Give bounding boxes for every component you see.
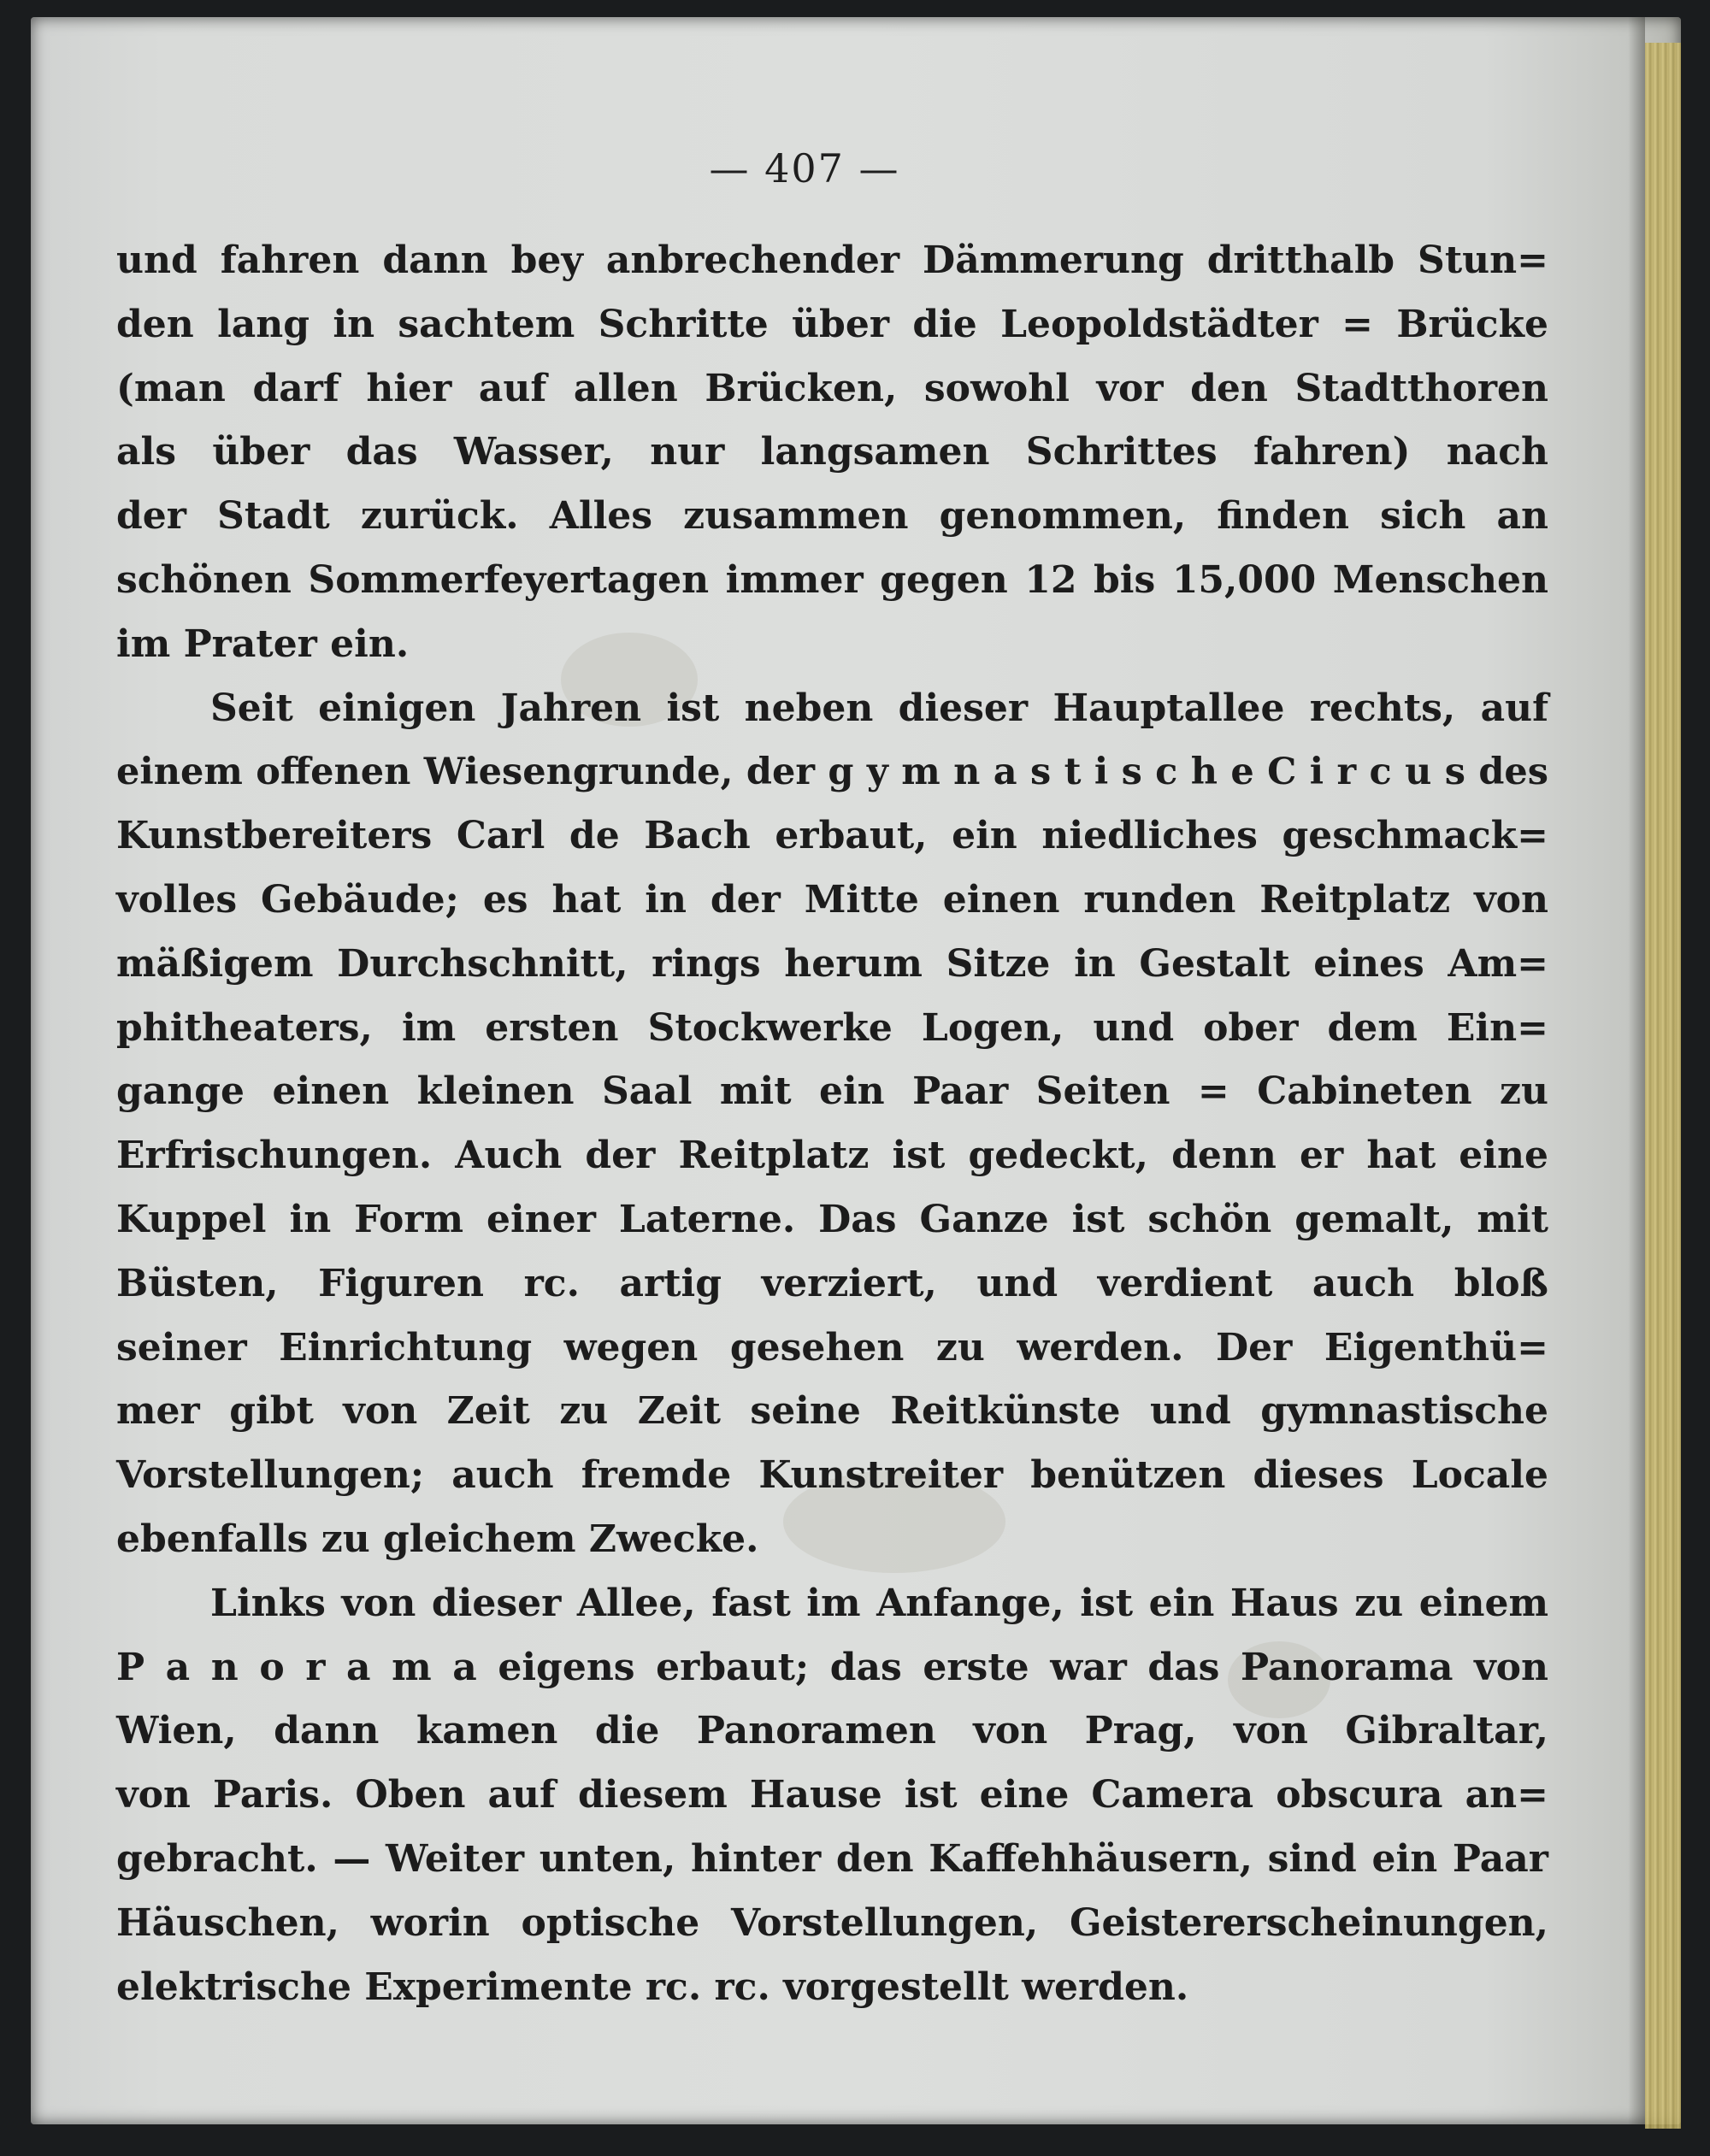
text-line: einem offenen Wiesengrunde, der g y m n a s t i s c h e C i r c u s des [116,751,1548,794]
text-line: und fahren dann bey anbrechender Dämmerung dritthalb Stun= [116,239,1548,282]
text-line: Vorstellungen; auch fremde Kunstreiter benützen dieses Locale [116,1453,1548,1498]
text-line: mäßigem Durchschnitt, rings herum Sitze in Gestalt eines Am= [116,941,1548,986]
text-line: der Stadt zurück. Alles zusammen genommen, finden sich an [116,494,1548,539]
text-line: volles Gebäude; es hat in der Mitte einen runden Reitplatz von [116,877,1548,922]
text-line: Wien, dann kamen die Panoramen von Prag, von Gibraltar, [116,1709,1548,1753]
text-line: seiner Einrichtung wegen gesehen zu werden. Der Eigenthü= [116,1325,1548,1370]
body-text [116,229,1548,2019]
text-line: phitheaters, im ersten Stockwerke Logen, und ober dem Ein= [116,1005,1548,1050]
page-sheet [31,17,1681,2124]
text-line: Links von dieser Allee, fast im Anfange, ist ein Haus zu einem [210,1581,1548,1625]
text-line: ebenfalls zu gleichem Zwecke. [116,1517,759,1561]
text-line: schönen Sommerfeyertagen immer gegen 12 bis 15,000 Menschen [116,557,1548,602]
text-line: gange einen kleinen Saal mit ein Paar Seiten = Cabineten zu [116,1069,1548,1114]
text-line: elektrische Experimente rc. rc. vorgestellt werden. [116,1965,1189,2009]
text-line: (man darf hier auf allen Brücken, sowohl vor den Stadtthoren [116,366,1548,410]
page-edge-shadow [1628,17,1645,2124]
text-line: Kunstbereiters Carl de Bach erbaut, ein niedliches geschmack= [116,814,1548,858]
text-line: P a n o r a m a eigens erbaut; das erste war das Panorama von [116,1645,1548,1689]
page-number: — 407 — [709,145,900,191]
text-line: von Paris. Oben auf diesem Hause ist eine Camera obscura an= [116,1773,1548,1817]
text-line: Seit einigen Jahren ist neben dieser Hauptallee rechts, auf [210,686,1548,730]
text-line: Büsten, Figuren rc. artig verziert, und verdient auch bloß [116,1261,1548,1305]
text-line: als über das Wasser, nur langsamen Schrittes fahren) nach [116,430,1548,474]
text-line: im Prater ein. [116,621,410,666]
text-line: den lang in sachtem Schritte über die Leopoldstädter = Brücke [116,302,1548,346]
text-line: mer gibt von Zeit zu Zeit seine Reitkünste und gymnastische [116,1389,1548,1434]
text-line: Häuschen, worin optische Vorstellungen, Geistererscheinungen, [116,1900,1548,1945]
text-line: gebracht. — Weiter unten, hinter den Kaffehhäusern, sind ein Paar [116,1836,1548,1881]
gilded-fore-edge [1645,43,1681,2129]
text-line: Kuppel in Form einer Laterne. Das Ganze ist schön gemalt, mit [116,1197,1548,1241]
text-line: Erfrischungen. Auch der Reitplatz ist gedeckt, denn er hat eine [116,1134,1548,1178]
